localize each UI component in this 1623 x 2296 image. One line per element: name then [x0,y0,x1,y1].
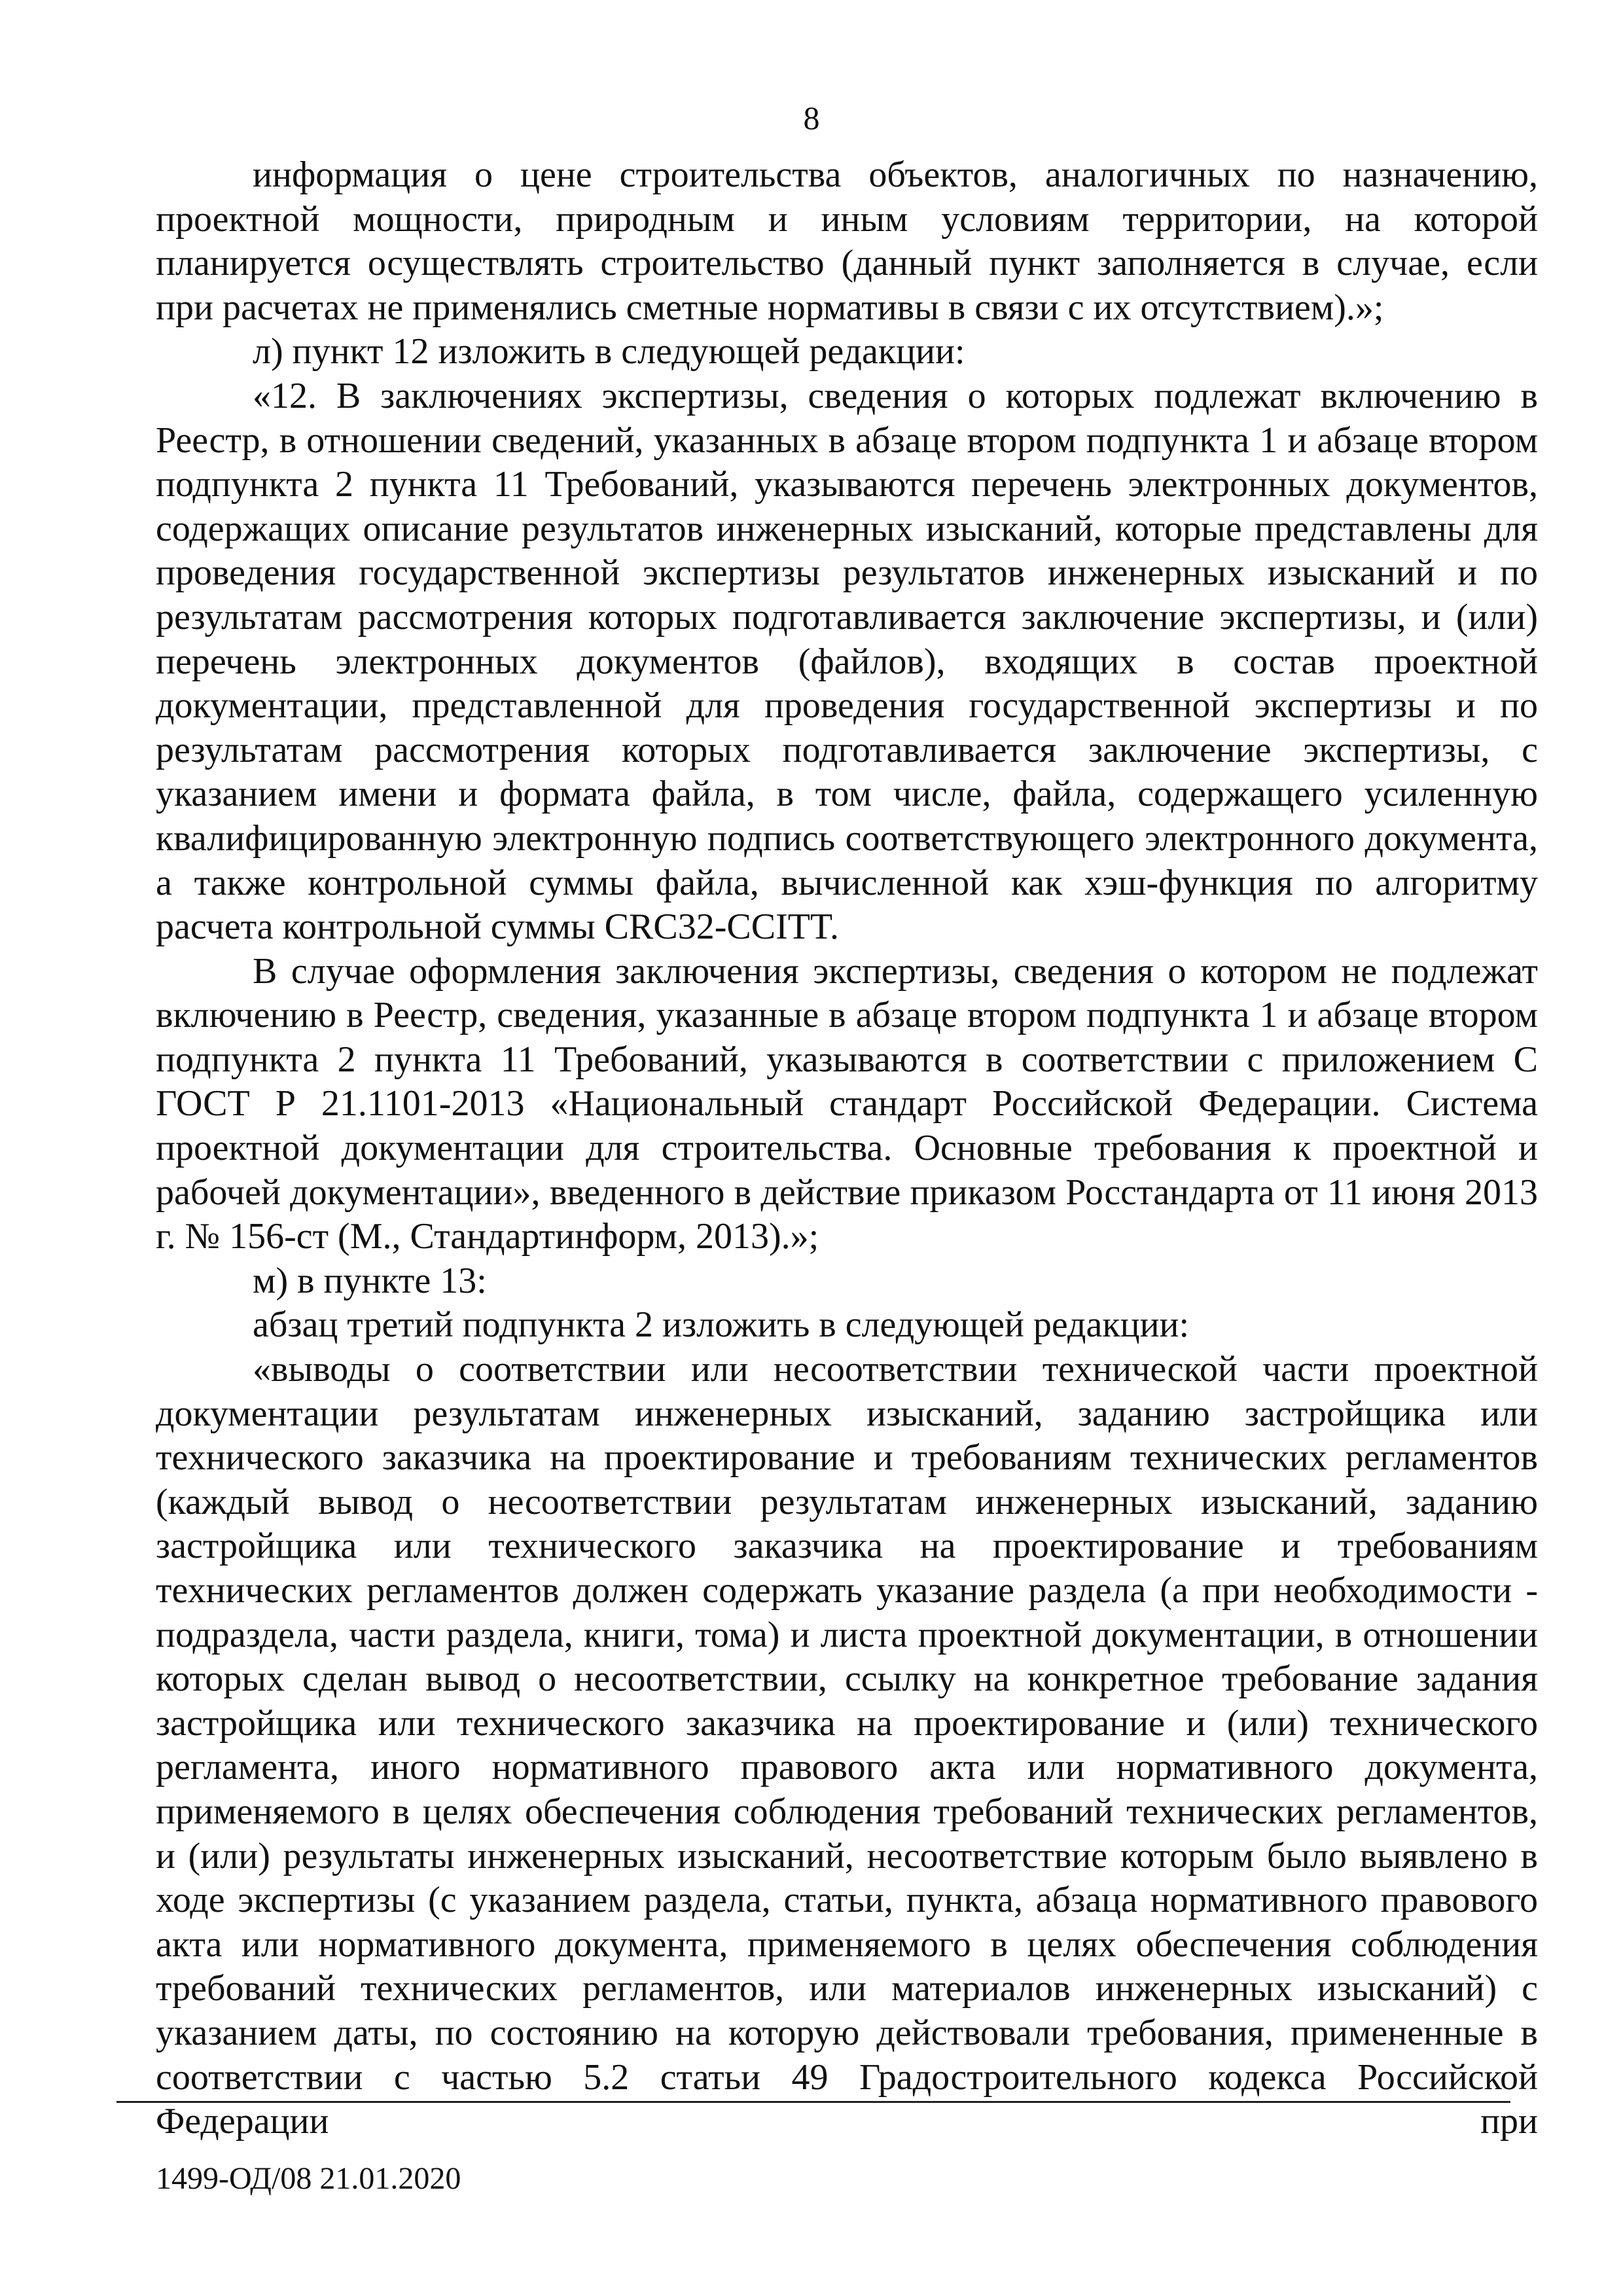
paragraph-non-registry-case: В случае оформления заключения экспертизы, сведения о котором не подлежат включению в Реестр, сведения, указанные в абзаце втором подпункта 1 и абзаце втором подпункта 2 пункта 11 Требований, указываются в соответствии с приложением С ГОСТ Р 21.1101-2013 «Национальный стандарт Российской Федерации. Система проектной документации для строительства. Основные требования к проектной и рабочей документации», введенного в действие приказом Росстандарта от 11 июня 2013 г. № 156-ст (М., Стандартинформ, 2013).»; [156,950,1538,1257]
document-body [156,153,1538,2144]
footer-divider [116,2101,1510,2103]
paragraph-third-abzac: абзац третий подпункта 2 изложить в следующей редакции: [253,1304,1190,1346]
paragraph-point-12: «12. В заключениях экспертизы, сведения о которых подлежат включению в Реестр, в отношении сведений, указанных в абзаце втором подпункта 1 и абзаце втором подпункта 2 пункта 11 Требований, указываются перечень электронных документов, содержащих описание результатов инженерных изысканий, которые представлены для проведения государственной экспертизы результатов инженерных изысканий и по результатам рассмотрения которых подготавливается заключение экспертизы, и (или) перечень электронных документов (файлов), входящих в состав проектной документации, представленной для проведения государственной экспертизы и по результатам рассмотрения которых подготавливается заключение экспертизы, с указанием имени и формата файла, в том числе, файла, содержащего усиленную квалифицированную электронную подпись соответствующего электронного документа, а также контрольной суммы файла, вычисленной как хэш-функция по алгоритму расчета контрольной суммы CRC32-CCITT. [156,375,1538,948]
paragraph-price-info: информация о цене строительства объектов, аналогичных по назначению, проектной мощности, природным и иным условиям территории, на которой планируется осуществлять строительство (данный пункт заполняется в случае, если при расчетах не применялись сметные нормативы в связи с их отсутствием).»; [156,154,1538,328]
paragraph-conclusions: «выводы о соответствии или несоответствии технической части проектной документации результатам инженерных изысканий, заданию застройщика или технического заказчика на проектирование и требованиям технических регламентов (каждый вывод о несоответствии результатам инженерных изысканий, заданию застройщика или технического заказчика на проектирование и требованиям технических регламентов должен содержать указание раздела (а при необходимости - подраздела, части раздела, книги, тома) и листа проектной документации, в отношении которых сделан вывод о несоответствии, ссылку на конкретное требование задания застройщика или технического заказчика на проектирование и (или) технического регламента, иного нормативного правового акта или нормативного документа, применяемого в целях обеспечения соблюдения требований технических регламентов, и (или) результаты инженерных изысканий, несоответствие которым было выявлено в ходе экспертизы (с указанием раздела, статьи, пункта, абзаца нормативного правового акта или нормативного документа, применяемого в целях обеспечения соблюдения требований технических регламентов, или материалов инженерных изысканий) с указанием даты, по состоянию на которую действовали требования, примененные в соответствии с частью 5.2 статьи 49 Градостроительного кодекса Российской Федерации при [156,1349,1538,2142]
paragraph-item-l: л) пункт 12 изложить в следующей редакции: [253,331,965,372]
page-number: 8 [803,99,820,136]
document-code: 1499-ОД/08 21.01.2020 [156,2161,461,2196]
paragraph-item-m: м) в пункте 13: [253,1260,487,1301]
